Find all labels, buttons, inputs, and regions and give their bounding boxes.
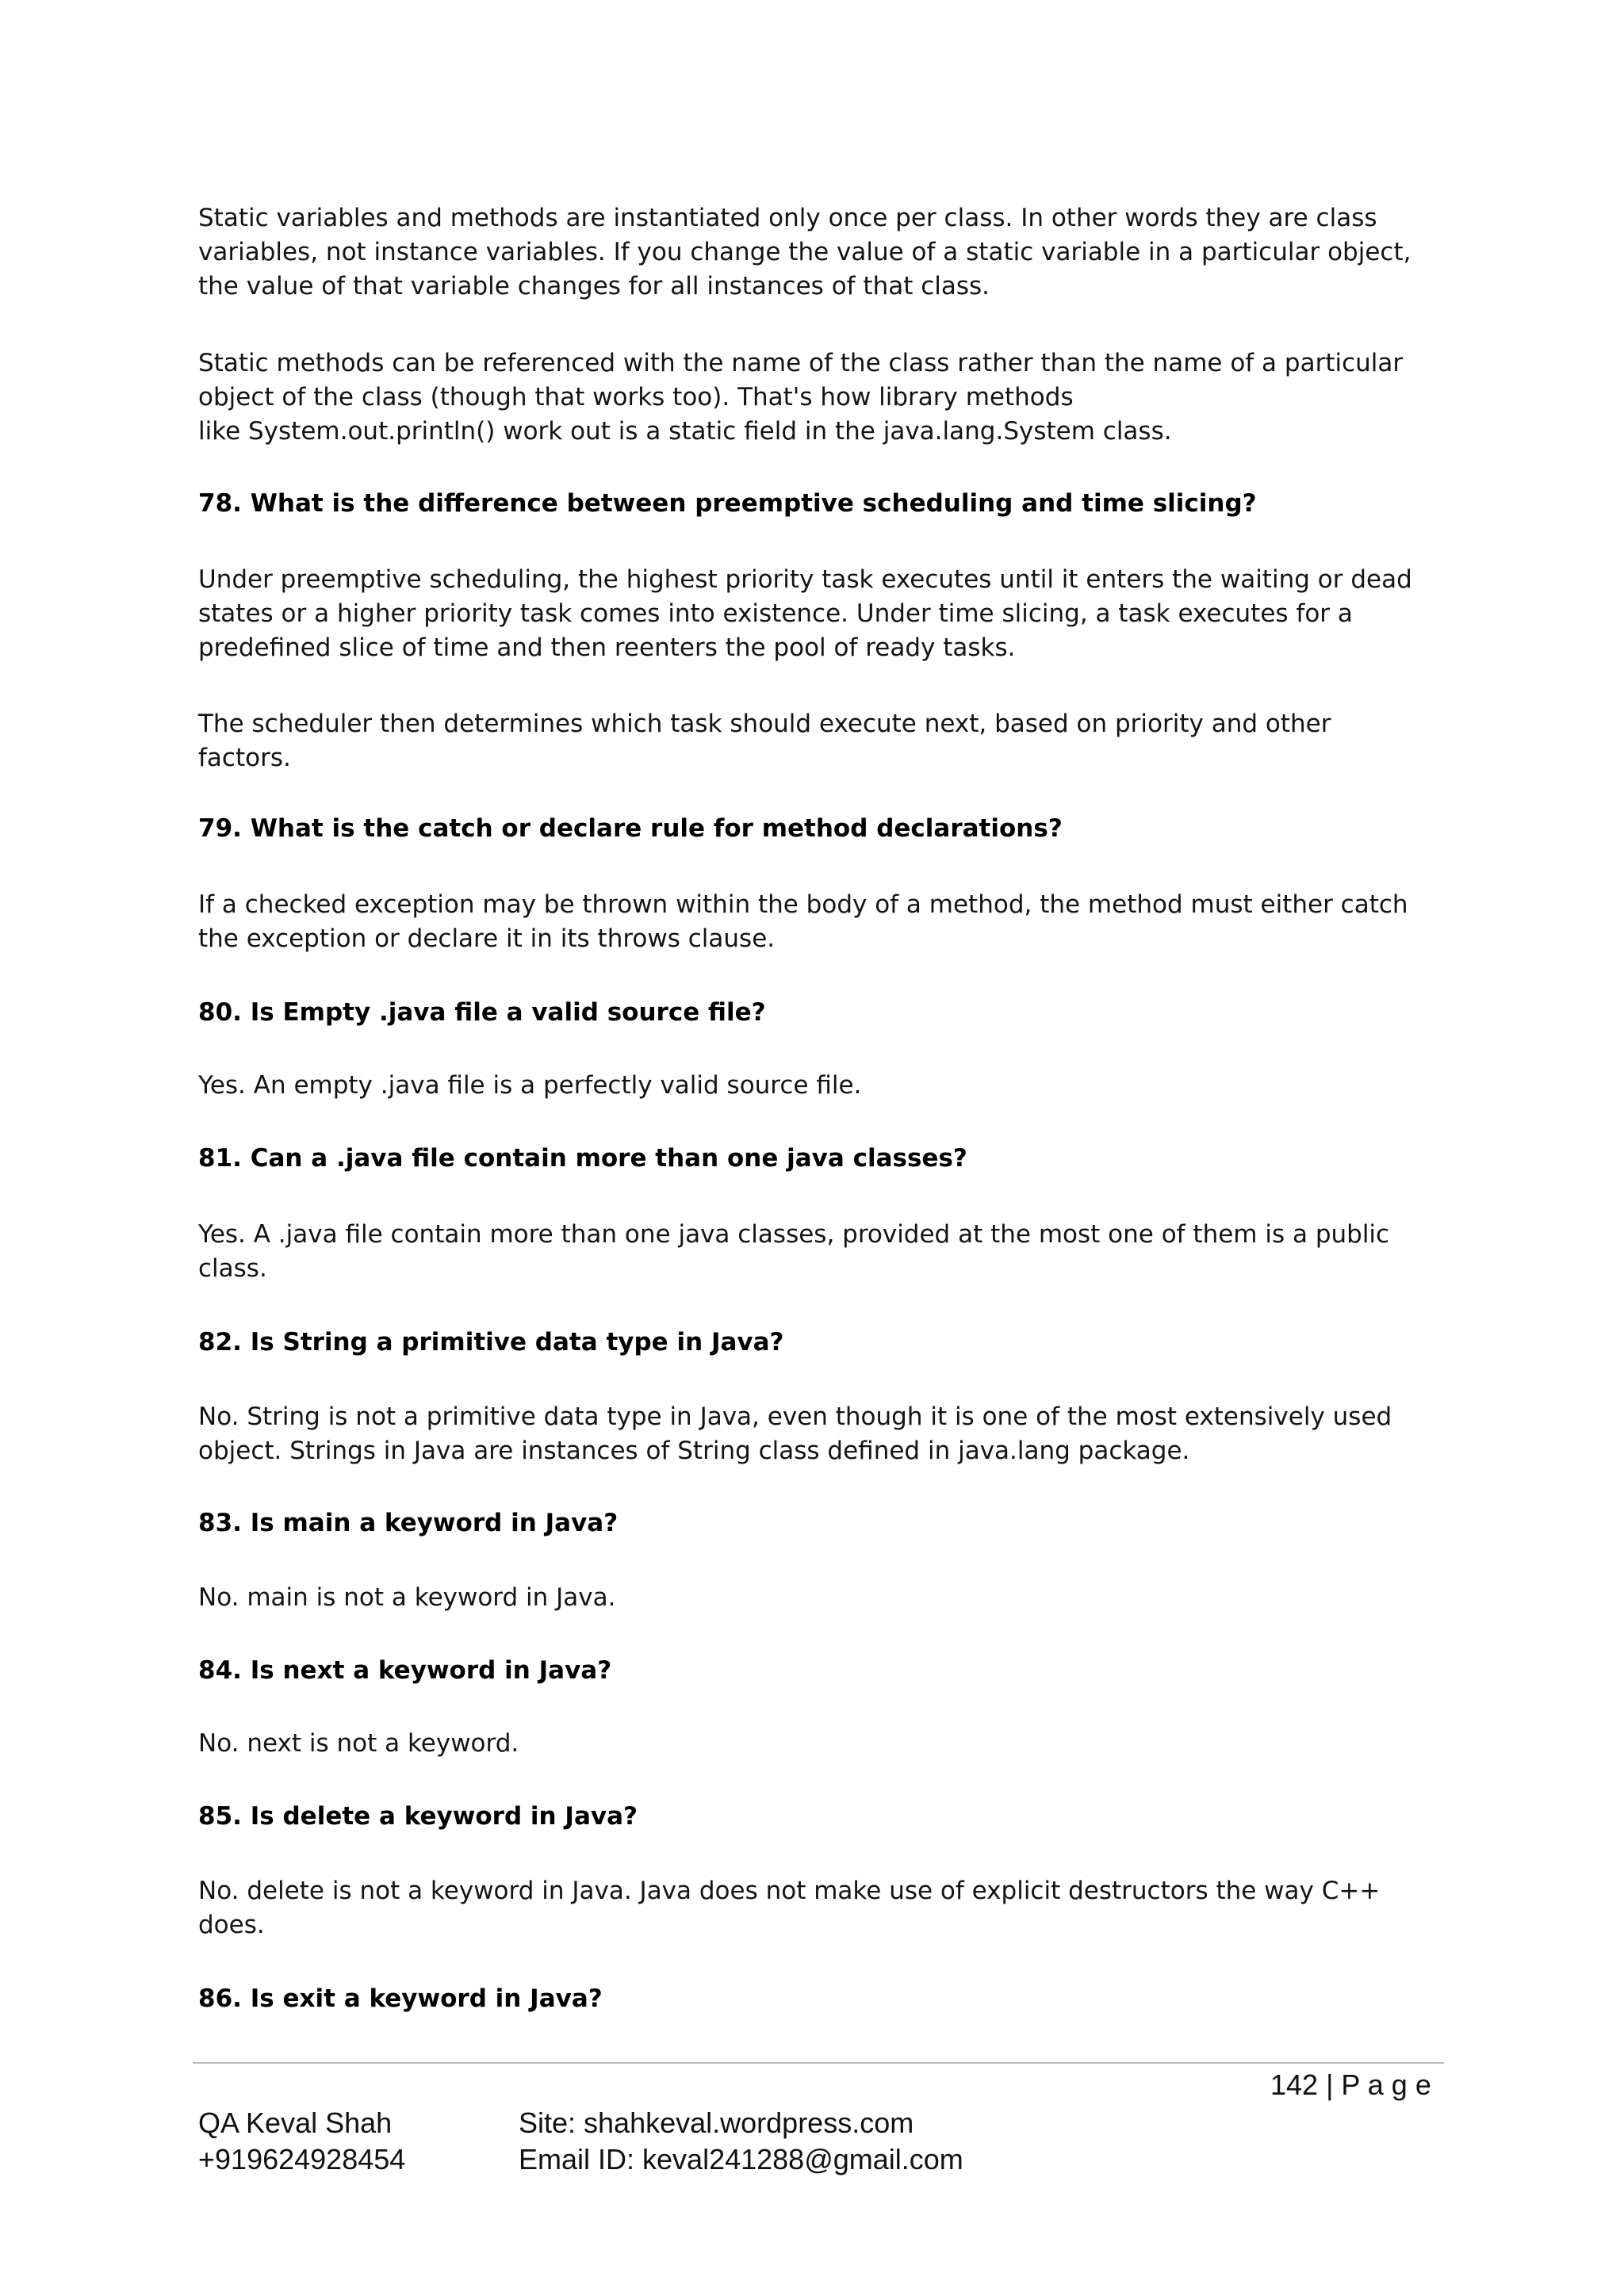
answer-paragraph-84 [198,1727,1451,1761]
answer-paragraph-79 [198,888,1451,956]
question-heading-81 [198,1142,1451,1176]
heading-text: 82. Is String a primitive data type in Java? [198,1328,784,1357]
answer-paragraph-78 [198,563,1451,665]
heading-text: 86. Is exit a keyword in Java? [198,1984,603,2013]
text-line: variables, not instance variables. If you change the value of a static variable in a particular object, [198,238,1411,266]
author-name: QA Keval Shah [198,2107,393,2139]
heading-text: 84. Is next a keyword in Java? [198,1656,612,1685]
text-line: does. [198,1911,265,1939]
text-line: No. next is not a keyword. [198,1729,519,1758]
text-line: No. String is not a primitive data type in Java, even though it is one of the most extensively used [198,1402,1392,1431]
answer-paragraph-83 [198,1581,1451,1615]
text-line: the exception or declare it in its throws clause. [198,924,776,953]
heading-text: 79. What is the catch or declare rule for method declarations? [198,814,1063,843]
answer-paragraph-80 [198,1069,1451,1103]
question-heading-85 [198,1800,1451,1834]
text-line: No. delete is not a keyword in Java. Java does not make use of explicit destructors the way C++ [198,1877,1381,1905]
text-line: No. main is not a keyword in Java. [198,1583,616,1612]
author-phone: +919624928454 [198,2143,406,2175]
answer-paragraph-81 [198,1218,1451,1286]
question-heading-79 [198,812,1451,846]
heading-text: 83. Is main a keyword in Java? [198,1509,619,1537]
site-link[interactable]: Site: shahkeval.wordpress.com [519,2107,914,2139]
heading-text: 85. Is delete a keyword in Java? [198,1802,638,1831]
text-line: If a checked exception may be thrown within the body of a method, the method must either catch [198,890,1408,919]
footer-divider [193,2062,1444,2064]
question-heading-78 [198,487,1451,521]
text-line: class. [198,1254,267,1283]
page-number: 142 | P a g e [1270,2068,1431,2101]
paragraph-static-variables [198,201,1451,304]
heading-text: 81. Can a .java file contain more than one java classes? [198,1144,967,1173]
question-heading-80 [198,996,1451,1030]
question-heading-84 [198,1654,1451,1688]
text-line: states or a higher priority task comes into existence. Under time slicing, a task executes for a [198,599,1353,628]
text-line: the value of that variable changes for all instances of that class. [198,272,990,300]
paragraph-static-methods [198,346,1451,449]
answer-paragraph-82 [198,1400,1451,1468]
text-line: object of the class (though that works too). That's how library methods [198,383,1074,411]
text-line: object. Strings in Java are instances of String class defined in java.lang package. [198,1437,1190,1465]
answer-paragraph-85 [198,1874,1451,1942]
text-line: Yes. An empty .java file is a perfectly valid source file. [198,1071,862,1100]
heading-text: 80. Is Empty .java file a valid source file? [198,998,766,1027]
text-line: The scheduler then determines which task should execute next, based on priority and other [198,710,1331,738]
heading-text: 78. What is the difference between preemptive scheduling and time slicing? [198,489,1257,518]
text-line: Under preemptive scheduling, the highest priority task executes until it enters the waiting or dead [198,565,1412,594]
text-line: Static variables and methods are instantiated only once per class. In other words they are class [198,204,1377,232]
text-line: predefined slice of time and then reenters the pool of ready tasks. [198,633,1016,662]
email-link[interactable]: Email ID: keval241288@gmail.com [519,2143,963,2175]
text-line: like System.out.println() work out is a static field in the java.lang.System class. [198,417,1172,446]
text-line: Static methods can be referenced with the name of the class rather than the name of a particular [198,349,1404,377]
question-heading-86 [198,1982,1451,2016]
question-heading-82 [198,1326,1451,1360]
question-heading-83 [198,1506,1451,1540]
text-line: factors. [198,744,291,772]
text-line: Yes. A .java file contain more than one java classes, provided at the most one of them is a public [198,1220,1390,1249]
answer-paragraph-78-scheduler [198,707,1451,775]
